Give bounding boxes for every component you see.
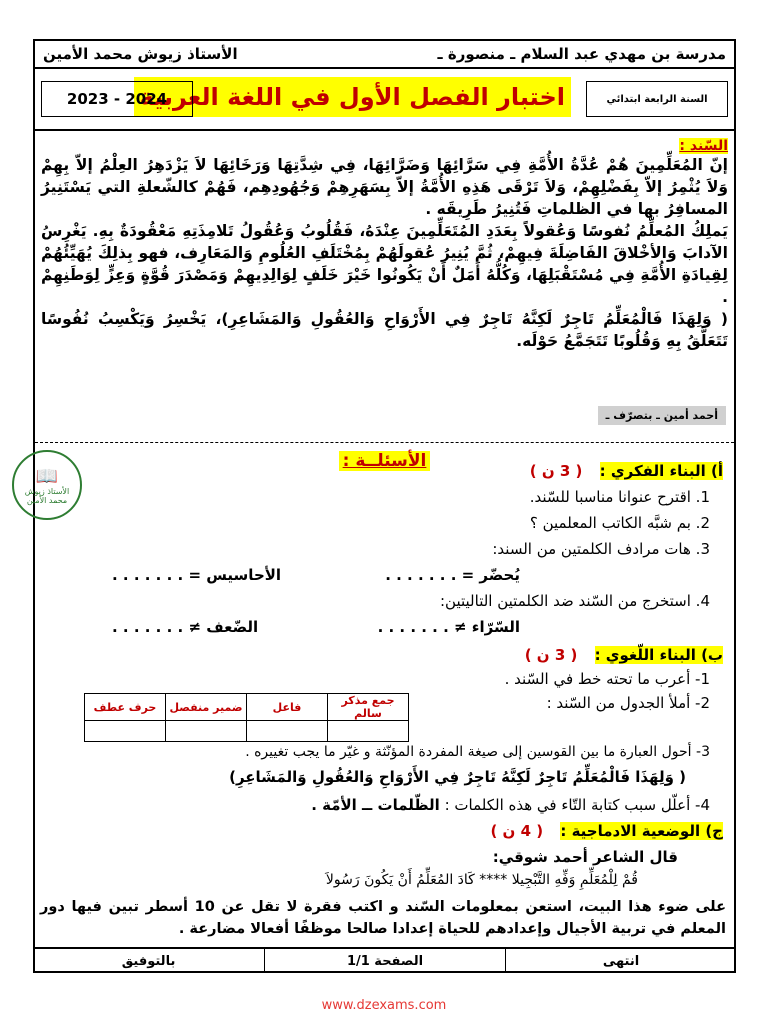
book-icon: 📖 [35,465,59,487]
footer-page: الصفحة 1/1 [264,949,505,973]
text-source: أحمد أمين ـ بتصرّف ـ [598,406,726,425]
section-a-heading: أ) البناء الفكري : ( 3 ن ) [529,462,723,480]
integration-task: على ضوء هذا البيت، استعن بمعلومات السّند و اكتب فقرة لا تقل عن 10 أسطر تبين فيها دور المعلم في تربية الأجيال وإعدادهم للحياة إعدادا صالحا موظفًا أفعالا مضارعة . [40,899,726,937]
paragraph-1: إنّ المُعَلِّمِينَ هُمْ عُدَّةُ الأُمَّةِ فِي سَرَّائِهَا وَضَرَّائِهَا، فِي شِدَّتِهَا وَرَخَائِهَا لاَ يَزْدَهِرُ العِلْمُ إلاّ بِهِمْ وَلاَ يُثْمِرُ إلاّ بِفَضْلِهِمْ، وَلاَ تَرْقَى هَذِهِ الأُمَّةُ إلاّ بِسَهَرِهِمْ وَجُهُودِهِم، فَهُمْ كالشّعلةِ التي يَسْتَنِيرُ المسافِرُ بها في الظلماتِ فَتُنِيرُ طَرِيقَه . [41,156,728,218]
table-cell[interactable] [85,721,166,742]
question-b2: 2- أملأ الجدول من السّند : [546,694,710,712]
text-label: السّند : [679,138,728,154]
question-a3-word1: يُحضّر = . . . . . . . [385,566,520,584]
page-footer [33,947,736,973]
question-b4: 4- أعلّل سبب كتابة التّاء في هذه الكلمات : الظّلمات ــ الأمّة . [311,796,710,814]
section-b-heading: ب) البناء اللّغوي : ( 3 ن ) [524,646,723,664]
question-b3: 3- أحول العبارة ما بين القوسين إلى صيغة المفردة المؤنّثة و غيّر ما يجب تغييره . [245,744,710,760]
question-a4: 4. استخرج من السّند ضد الكلمتين التاليتين: [440,592,710,610]
paragraph-2: يَملِكُ المُعلِّمُ نُفوسًا وَعُقولاً بِعَدَدِ المُتَعَلِّمِينَ عِنْدَهُ، فَقُلُوبُ وَعُقُولُ تَلامِذَتِهِ مَعْقُودَةٌ بِهِ. يَغْرِسُ الآدابَ وَالأخْلاقَ الفَاضِلَةَ فِيهِمْ، ثُمَّ يُنِيرُ عُقولَهُمْ بِمُخْتَلَفِ العُلُومِ وَالمَعَارِف، فهو بِذلِكَ يُهَيِّئُهُمْ لِقِيادَةِ الأُمَّةِ فِي مُسْتَقْبَلِهَا، وَكُلُّهُ أَمَلٌ أَنْ يَكُونُوا خَيْرَ خَلَفٍ لِوَالِدِيهِمْ وَمَصْدَرَ قُوَّةٍ وَعِزٍّ لِوَطَنِهِمْ . [41,222,728,306]
table-cell[interactable] [166,721,247,742]
paragraph-3: ( وَلِهَذَا فَالْمُعَلِّمُ تَاجِرٌ لَكِنَّهُ تَاجِرٌ فِي الأَرْوَاحِ وَالعُقُولِ وَالمَشَاعِرِ)، يَخْسِرُ وَيَكْسِبُ نُفُوسًا تَتَعَلَّقُ بِهِ وَقُلُوبًا تَتَجَمَّعُ حَوْلَه. [41,310,728,350]
question-a3: 3. هات مرادف الكلمتين من السند: [492,540,710,558]
question-a2: 2. بم شبَّه الكاتب المعلمين ؟ [529,514,710,532]
table-header-row [85,694,409,721]
question-a4-word1: السّرّاء ≠ . . . . . . . [377,618,520,636]
table-header: ضمير منفصل [166,694,247,721]
teacher-logo: 📖 الأستاذ زيوش محمد الأمين [12,450,82,520]
footer-wish: بالتوفيق [121,953,176,969]
year-box: 2023 - 2024 [41,81,193,117]
poem-verse: قُمْ لِلْمُعَلِّمِ وَفِّهِ التَّبْجِيلا **** كَادَ المُعَلِّمُ أَنْ يَكُونَ رَسُولاَ [325,872,638,888]
questions-title: الأسئلــة : [35,451,734,471]
table-cell[interactable] [328,721,409,742]
section-c-heading: ج) الوضعية الادماجية : ( 4 ن ) [490,822,723,840]
question-b1: 1- أعرب ما تحته خط في السّند . [504,670,710,688]
question-b3-quote: ( وَلِهَذَا فَالْمُعَلِّمُ تَاجِرٌ لَكِنَّهُ تَاجِرٌ فِي الأَرْوَاحِ وَالعُقُولِ وَالمَشَاعِرِ) [229,768,686,786]
school-name: مدرسة بن مهدي عبد السلام ـ منصورة ـ [437,45,726,63]
reading-text-section [35,131,734,443]
footer-end: انتهى [505,949,736,973]
question-a1: 1. اقترح عنوانا مناسبا للسّند. [529,488,710,506]
poet-line: قال الشاعر أحمد شوقي: [492,848,678,866]
table-header: فاعل [247,694,328,721]
table-cell[interactable] [247,721,328,742]
table-header: حرف عطف [85,694,166,721]
grade-box: السنة الرابعة ابتدائي [586,81,728,117]
title-row [35,69,734,131]
grammar-table [84,693,409,742]
question-a3-word2: الأحاسيس = . . . . . . . [112,566,282,584]
table-header: جمع مذكر سالم [328,694,409,721]
teacher-name: الأستاذ زيوش محمد الأمين [43,45,238,63]
page-header [35,41,734,69]
table-answer-row [85,721,409,742]
exam-title: اختبار الفصل الأول في اللغة العربية [134,77,571,117]
question-a4-word2: الضّعف ≠ . . . . . . . [112,618,259,636]
website-link[interactable]: www.dzexams.com [321,998,447,1013]
